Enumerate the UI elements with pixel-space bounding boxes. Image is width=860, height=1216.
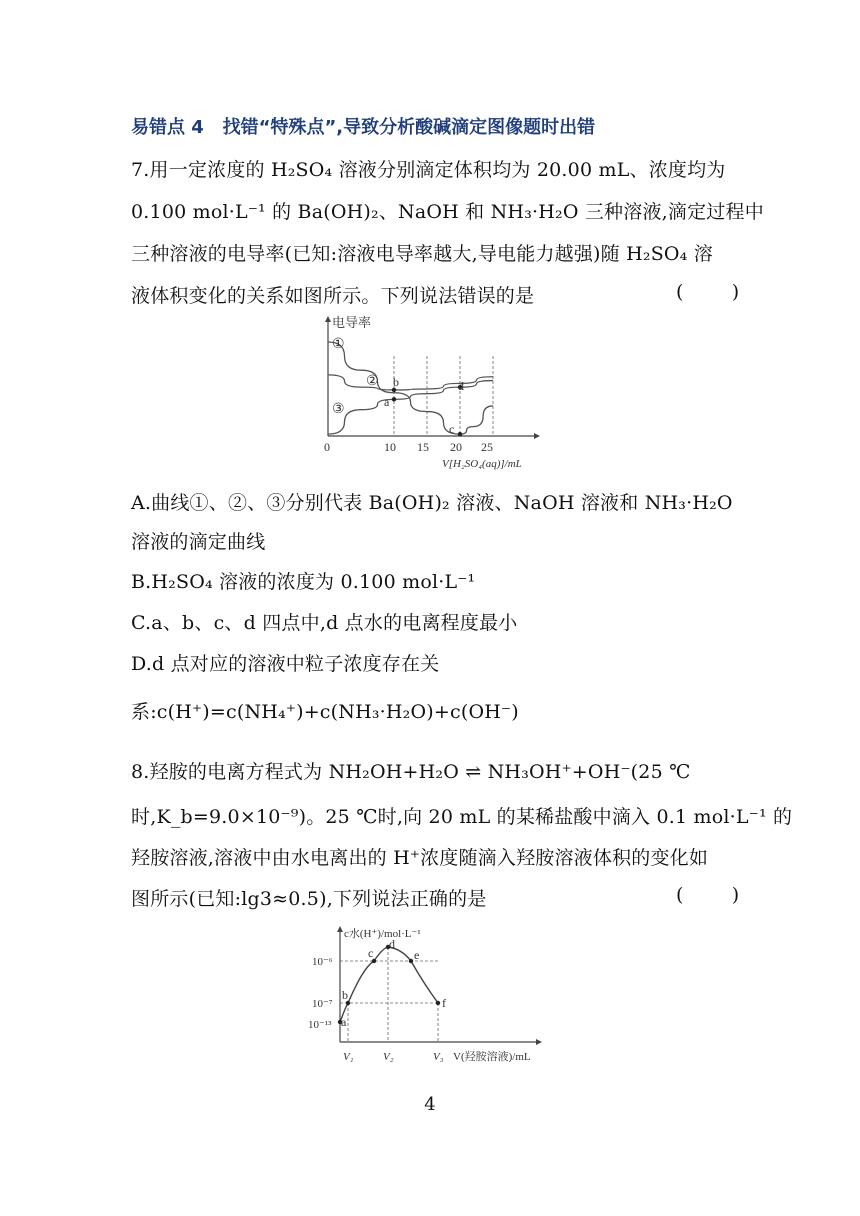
point-label-d: d [458,379,464,393]
point-label-b: b [393,375,399,389]
x-axis-label: V(羟胺溶液)/mL [453,1051,531,1063]
y-axis-arrow [337,926,343,932]
q7-option-d-line-2: 系:c(H⁺)=c(NH₄⁺)+c(NH₃·H₂O)+c(OH⁻) [131,701,519,723]
q7-option-b: B.H₂SO₄ 溶液的浓度为 0.100 mol·L⁻¹ [131,571,476,593]
q7-option-d-line-1: D.d 点对应的溶液中粒子浓度存在关 [131,653,440,675]
q8-answer-bracket: ( ) [676,884,740,906]
point-a [392,397,396,401]
section-header [131,113,595,139]
series-curve-3 [328,381,493,435]
point-label-a: a [384,395,390,409]
x-tick-v3: V₃ [433,1051,444,1063]
x-tick-v1: V₁ [343,1051,354,1063]
x-tick-0: 0 [324,440,330,454]
x-tick-25: 25 [481,440,493,454]
q8-stem-line-1: 8.羟胺的电离方程式为 NH₂OH+H₂O ⇌ NH₃OH⁺+OH⁻(25 ℃ [131,761,691,783]
point-e [409,959,413,963]
x-axis-arrow [534,433,540,439]
y-axis-label: 电导率 [332,315,372,330]
point-label-c: c [368,946,374,960]
section-title: 找错“特殊点”,导致分析酸碱滴定图像题时出错 [222,117,596,138]
curve [340,947,438,1022]
curve-label-1: ① [332,337,345,352]
x-tick-10: 10 [384,440,396,454]
y-tick-1e-13: 10⁻¹³ [308,1019,332,1031]
series-curve-1 [328,342,493,434]
x-tick-v2: V₂ [383,1051,394,1063]
point-label-a: a [341,1015,347,1029]
page-number: 4 [424,1094,436,1115]
point-label-b: b [342,988,348,1002]
curve-label-3: ③ [332,402,345,417]
point-label-f: f [442,996,446,1010]
q7-option-a-line-2: 溶液的滴定曲线 [131,531,266,553]
y-tick-1e-6: 10⁻⁶ [312,956,333,968]
point-f [436,1001,440,1005]
q7-stem-line-3: 三种溶液的电导率(已知:溶液电导率越大,导电能力越强)随 H₂SO₄ 溶 [131,243,713,265]
curve-label-2: ② [366,374,379,389]
y-axis-arrow [325,316,331,322]
x-axis-label: V[H₂SO₄(aq)]/mL [442,458,522,470]
q7-conductivity-chart [318,314,550,472]
q7-option-c: C.a、b、c、d 四点中,d 点水的电离程度最小 [131,612,518,634]
q8-water-ionization-chart [300,922,562,1072]
series-curve-2 [328,375,493,390]
y-axis-label: c水(H⁺)/mol·L⁻¹ [344,928,421,940]
q7-option-a-line-1: A.曲线①、②、③分别代表 Ba(OH)₂ 溶液、NaOH 溶液和 NH₃·H₂O [131,492,733,514]
q8-stem-line-4: 图所示(已知:lg3≈0.5),下列说法正确的是 [131,888,487,910]
q8-stem-line-3: 羟胺溶液,溶液中由水电离出的 H⁺浓度随滴入羟胺溶液体积的变化如 [131,847,709,869]
q8-stem-line-2: 时,K_b=9.0×10⁻⁹)。25 ℃时,向 20 mL 的某稀盐酸中滴入 0.1 mol·L⁻¹ 的 [131,806,793,828]
q7-stem-line-2: 0.100 mol·L⁻¹ 的 Ba(OH)₂、NaOH 和 NH₃·H₂O 三种溶液,滴定过程中 [131,201,764,223]
point-label-c: c [449,422,455,436]
point-label-e: e [414,948,420,962]
point-label-d: d [389,937,395,951]
section-label: 易错点 4 [131,117,204,138]
y-tick-1e-7: 10⁻⁷ [312,998,333,1010]
x-tick-20: 20 [450,440,462,454]
x-axis-arrow [536,1039,542,1045]
q7-stem-line-1: 7.用一定浓度的 H₂SO₄ 溶液分别滴定体积均为 20.00 mL、浓度均为 [131,159,726,181]
x-tick-15: 15 [417,440,429,454]
q7-stem-line-4: 液体积变化的关系如图所示。下列说法错误的是 [131,285,535,307]
q7-answer-bracket: ( ) [676,281,740,303]
point-c [458,432,462,436]
